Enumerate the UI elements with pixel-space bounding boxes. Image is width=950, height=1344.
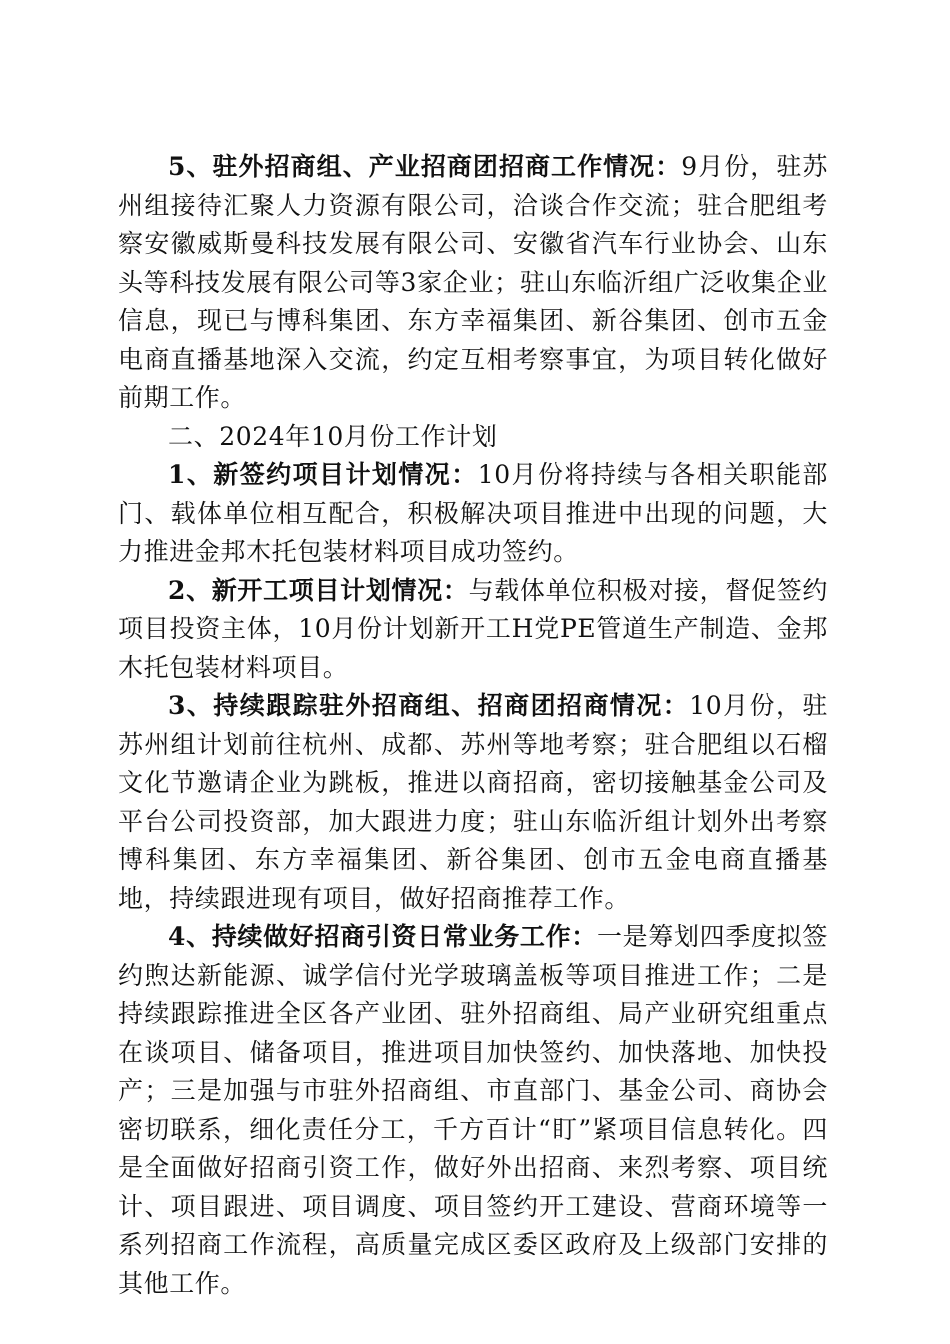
paragraph-lead: 2、新开工项目计划情况： <box>168 575 469 605</box>
paragraph-plan-4 <box>118 918 828 1303</box>
paragraph-body: 一是筹划四季度拟签约煦达新能源、诚学信付光学玻璃盖板等项目推进工作；二是持续跟踪推进全区各产业团、驻外招商组、局产业研究组重点在谈项目、储备项目，推进项目加快签约、加快落地、加快投产；三是加强与市驻外招商组、市直部门、基金公司、商协会密切联系，细化责任分工，千方百计“盯”紧项目信息转化。四是全面做好招商引资工作，做好外出招商、来烈考察、项目统计、项目跟进、项目调度、项目签约开工建设、营商环境等一系列招商工作流程，高质量完成区委区政府及上级部门安排的其他工作。 <box>118 922 828 1298</box>
paragraph-item-5 <box>118 148 828 418</box>
paragraph-body: 10月份将持续与各相关职能部门、载体单位相互配合，积极解决项目推进中出现的问题，大力推进金邦木托包装材料项目成功签约。 <box>118 460 828 566</box>
paragraph-lead: 1、新签约项目计划情况： <box>168 460 478 489</box>
paragraph-body: 与载体单位积极对接，督促签约项目投资主体，10月份计划新开工H党PE管道生产制造、金邦木托包装材料项目。 <box>118 575 828 682</box>
section-heading <box>118 418 828 457</box>
paragraph-lead: 3、持续跟踪驻外招商组、招商团招商情况： <box>168 691 690 720</box>
section-heading-text: 二、2024年10月份工作计划 <box>168 421 498 451</box>
paragraph-plan-3 <box>118 687 828 918</box>
document-page <box>118 148 828 1303</box>
paragraph-plan-1 <box>118 456 828 572</box>
paragraph-plan-2 <box>118 572 828 688</box>
paragraph-lead: 5、驻外招商组、产业招商团招商工作情况： <box>168 152 682 181</box>
paragraph-body: 10月份，驻苏州组计划前往杭州、成都、苏州等地考察；驻合肥组以石榴文化节邀请企业为跳板，推进以商招商，密切接触基金公司及平台公司投资部，加大跟进力度；驻山东临沂组计划外出考察博科集团、东方幸福集团、新谷集团、创市五金电商直播基地，持续跟进现有项目，做好招商推荐工作。 <box>118 691 828 913</box>
paragraph-lead: 4、持续做好招商引资日常业务工作： <box>168 922 597 951</box>
paragraph-body: 9月份，驻苏州组接待汇聚人力资源有限公司，洽谈合作交流；驻合肥组考察安徽威斯曼科技发展有限公司、安徽省汽车行业协会、山东头等科技发展有限公司等3家企业；驻山东临沂组广泛收集企业信息，现已与博科集团、东方幸福集团、新谷集团、创市五金电商直播基地深入交流，约定互相考察事宜，为项目转化做好前期工作。 <box>118 152 828 412</box>
